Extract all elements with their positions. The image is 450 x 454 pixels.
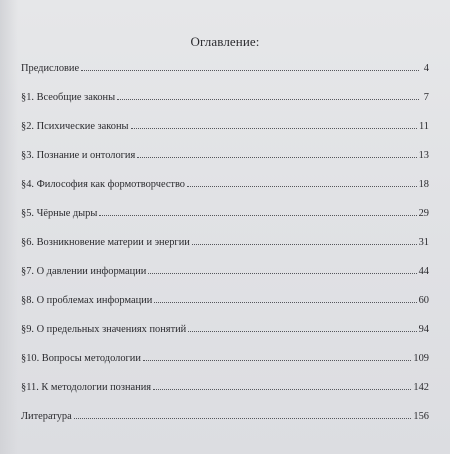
toc-entry (21, 91, 429, 120)
toc-entry-page: 156 (413, 411, 429, 422)
toc-entry (21, 207, 429, 236)
dot-leader (117, 99, 419, 100)
toc-entry-page: 7 (423, 92, 429, 103)
dot-leader (143, 360, 412, 361)
dot-leader (153, 389, 411, 390)
toc-entry-label: §2. Психические законы (21, 121, 129, 132)
toc-entry-label: §6. Возникновение материи и энергии (21, 237, 190, 248)
toc-entry (21, 149, 429, 178)
toc-entry (21, 62, 429, 91)
toc-entry-page: 4 (423, 63, 429, 74)
toc-entry (21, 236, 429, 265)
toc-entry-label: §9. О предельных значениях понятий (21, 324, 187, 335)
toc-entry (21, 410, 429, 439)
dot-leader (99, 215, 416, 216)
toc-entry (21, 294, 429, 323)
dot-leader (187, 186, 417, 187)
toc-entry-label: §11. К методологии познания (21, 382, 152, 393)
toc-entry-label: §1. Всеобщие законы (21, 92, 116, 103)
toc-entry-label: §8. О проблемах информации (21, 295, 153, 306)
toc-entry-page: 18 (418, 179, 429, 190)
toc-entry (21, 381, 429, 410)
toc-entry (21, 265, 429, 294)
dot-leader (137, 157, 416, 158)
dot-leader (74, 418, 412, 419)
dot-leader (81, 70, 419, 71)
toc-entry (21, 323, 429, 352)
dot-leader (192, 244, 417, 245)
toc-entry-label: §7. О давлении информации (21, 266, 147, 277)
toc-entry-page: 60 (418, 295, 429, 306)
toc-entry (21, 178, 429, 207)
page-edge-shadow (0, 0, 18, 454)
toc-entry-page: 94 (418, 324, 429, 335)
toc-entry-label: §5. Чёрные дыры (21, 208, 98, 219)
toc-entry-label: Предисловие (21, 63, 80, 74)
dot-leader (154, 302, 416, 303)
toc-entry-page: 11 (418, 121, 429, 132)
toc-entry-label: §3. Познание и онтология (21, 150, 136, 161)
toc-entry (21, 352, 429, 381)
toc-entry-page: 13 (418, 150, 429, 161)
toc-entry-label: §10. Вопросы методологии (21, 353, 141, 364)
toc-entry-page: 29 (418, 208, 429, 219)
dot-leader (188, 331, 416, 332)
toc-entry-page: 31 (418, 237, 429, 248)
toc-entry (21, 120, 429, 149)
dot-leader (148, 273, 416, 274)
toc-entry-page: 109 (413, 353, 429, 364)
toc-entry-label: Литература (21, 411, 72, 422)
dot-leader (131, 128, 417, 129)
table-of-contents (21, 62, 429, 439)
toc-entry-label: §4. Философия как формотворчество (21, 179, 186, 190)
toc-entry-page: 142 (413, 382, 429, 393)
toc-entry-page: 44 (418, 266, 429, 277)
toc-title: Оглавление: (190, 34, 260, 49)
